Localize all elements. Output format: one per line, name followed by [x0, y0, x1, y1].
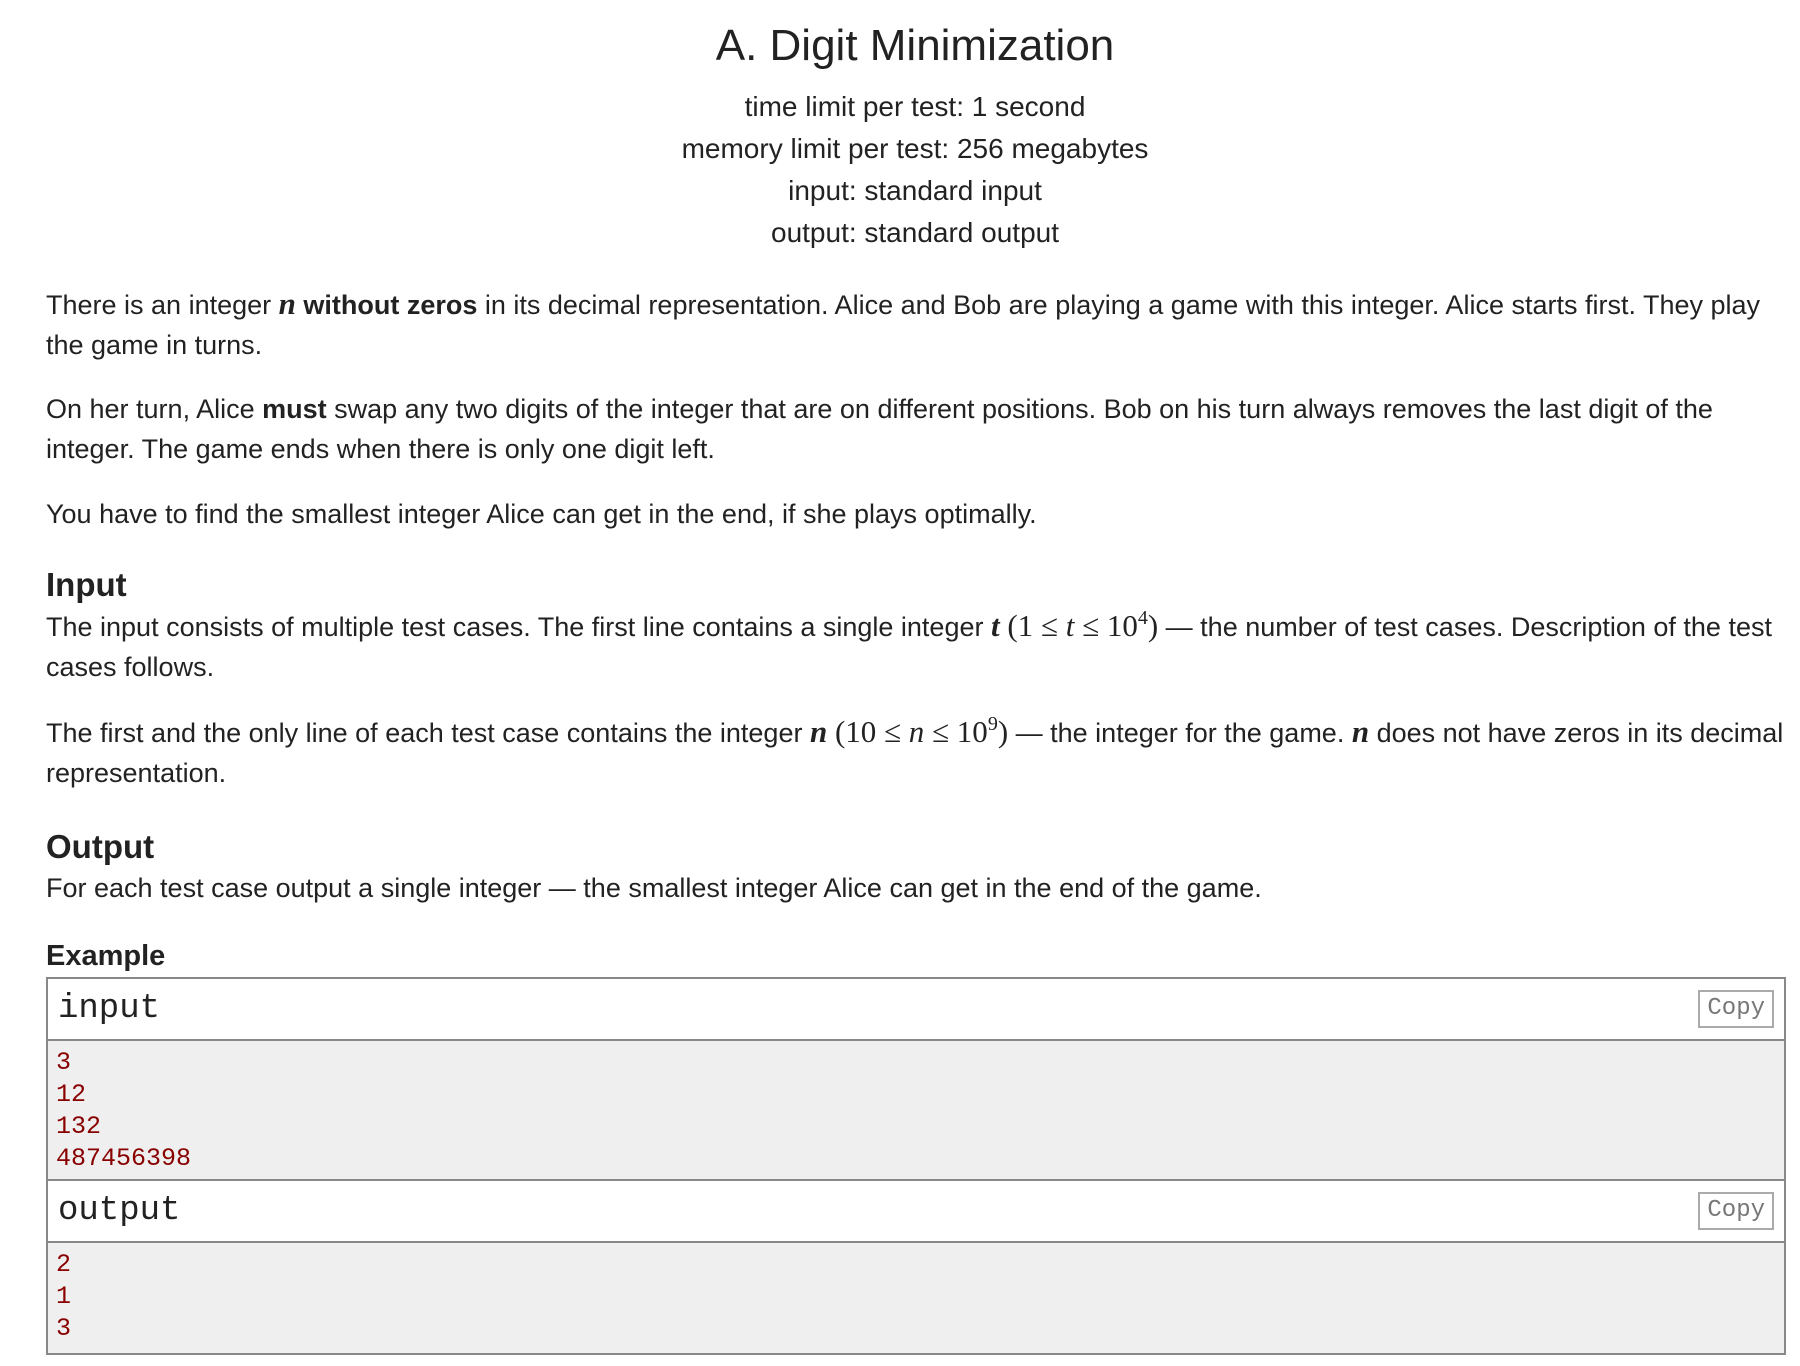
output-type: output: standard output — [771, 217, 1059, 248]
sample-output-content[interactable] — [48, 1243, 1784, 1353]
input-section-title: Input — [46, 566, 127, 603]
output-paragraph-1: For each test case output a single integer — the smallest integer Alice can get in the end of the game. — [46, 873, 1262, 903]
statement-paragraph-2: On her turn, Alice must swap any two digits of the integer that are on different positions. Bob on his turn always removes the last digit of the integer. The game ends when there is only one digit left. — [46, 394, 1713, 464]
problem-statement — [46, 0, 1784, 1343]
statement-paragraph-1: There is an integer n without zeros in its decimal representation. Alice and Bob are playing a game with this integer. Alice starts first. They play the game in turns. — [46, 286, 1761, 360]
sample-input-block — [46, 977, 1786, 1185]
problem-title: A. Digit Minimization — [715, 21, 1115, 70]
input-type: input: standard input — [788, 175, 1042, 206]
input-paragraph-1: The input consists of multiple test cases. The first line contains a single integer t $(1 \le t \le 10^4)$ — the number of test cases. Description of the test cases follows. — [46, 607, 1772, 682]
sample-output-label: output — [58, 1192, 181, 1230]
sample-output-block — [46, 1179, 1786, 1355]
sample-output-line: 1 — [56, 1282, 72, 1311]
problem-header — [46, 18, 1784, 254]
copy-input-button[interactable]: Copy — [1698, 990, 1774, 1028]
example-title: Example — [46, 940, 166, 972]
sample-input-line: 12 — [56, 1080, 87, 1109]
copy-output-button[interactable]: Copy — [1698, 1192, 1774, 1230]
sample-input-line: 487456398 — [56, 1144, 192, 1173]
sample-output-line: 3 — [56, 1314, 72, 1343]
memory-limit: memory limit per test: 256 megabytes — [681, 133, 1149, 164]
output-section-title: Output — [46, 828, 155, 865]
sample-input-label: input — [58, 990, 161, 1028]
time-limit: time limit per test: 1 second — [744, 91, 1086, 122]
sample-input-line: 3 — [56, 1048, 72, 1077]
sample-input-line: 132 — [56, 1112, 102, 1141]
sample-input-content[interactable] — [48, 1041, 1784, 1183]
sample-input-header — [48, 979, 1784, 1041]
sample-output-line: 2 — [56, 1250, 72, 1279]
statement-paragraph-3: You have to find the smallest integer Alice can get in the end, if she plays optimally. — [46, 499, 1037, 529]
sample-output-header — [48, 1181, 1784, 1243]
input-paragraph-2: The first and the only line of each test case contains the integer n $(10 \le n \le 10^9)$ — the integer for the game. n does not have zeros in its decimal representation. — [46, 713, 1784, 788]
